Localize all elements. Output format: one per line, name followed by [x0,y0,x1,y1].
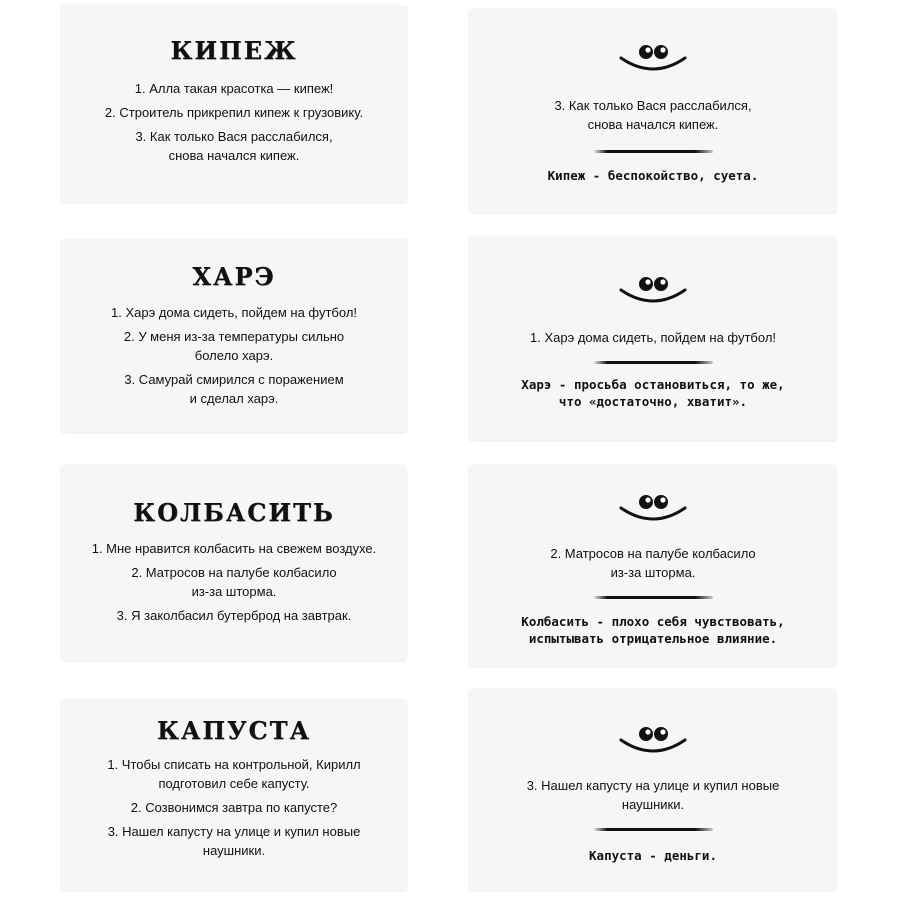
definition: Кипеж - беспокойство, суета. [547,168,759,183]
divider [593,361,713,364]
example-1: 1. Мне нравится колбасить на свежем воздухе. [91,541,377,556]
definition: Харэ - просьба остановиться, то же, что «достаточно, хватит». [521,377,785,409]
card-front-khare [62,240,406,432]
card-title: КОЛБАСИТЬ [133,498,335,527]
back-example: 1. Харэ дома сидеть, пойдем на футбол! [529,330,777,345]
card-front-kolbasit [62,466,406,660]
example-1: 1. Чтобы списать на контрольной, Кирилл подготовил себе капусту. [107,757,361,791]
example-1: 1. Алла такая красотка — кипеж! [134,81,334,96]
card-back-kapusta [470,690,836,890]
smiley-icon [613,490,693,530]
example-3: 3. Самурай смирился с поражением и сделал харэ. [124,372,344,406]
card-title: ХАРЭ [192,262,276,291]
example-2: 2. Матросов на палубе колбасило из-за шторма. [131,565,337,599]
divider [593,596,713,599]
card-title: КИПЕЖ [170,36,298,65]
definition: Капуста - деньги. [589,848,717,863]
back-example: 2. Матросов на палубе колбасило из-за шторма. [550,546,756,580]
divider [593,828,713,831]
definition: Колбасить - плохо себя чувствовать, испытывать отрицательное влияние. [521,614,785,646]
back-example: 3. Нашел капусту на улице и купил новые наушники. [526,778,780,812]
divider [593,150,713,153]
card-title: КАПУСТА [156,716,312,745]
back-example: 3. Как только Вася расслабился, снова начался кипеж. [554,98,752,132]
example-3: 3. Я заколбасил бутерброд на завтрак. [116,608,352,623]
card-front-kipezh [62,6,406,202]
smiley-icon [613,722,693,762]
card-front-kapusta [62,700,406,890]
example-2: 2. Созвонимся завтра по капусте? [130,800,338,815]
example-3: 3. Нашел капусту на улице и купил новые наушники. [107,824,361,858]
example-2: 2. Строитель прикрепил кипеж к грузовику. [104,105,364,120]
smiley-icon [613,40,693,80]
card-back-kolbasit [470,466,836,666]
example-2: 2. У меня из-за температуры сильно болело харэ. [123,329,345,363]
example-1: 1. Харэ дома сидеть, пойдем на футбол! [110,305,358,320]
card-back-khare [470,238,836,440]
card-back-kipezh [470,10,836,212]
smiley-icon [613,272,693,312]
example-3: 3. Как только Вася расслабился, снова начался кипеж. [135,129,333,163]
